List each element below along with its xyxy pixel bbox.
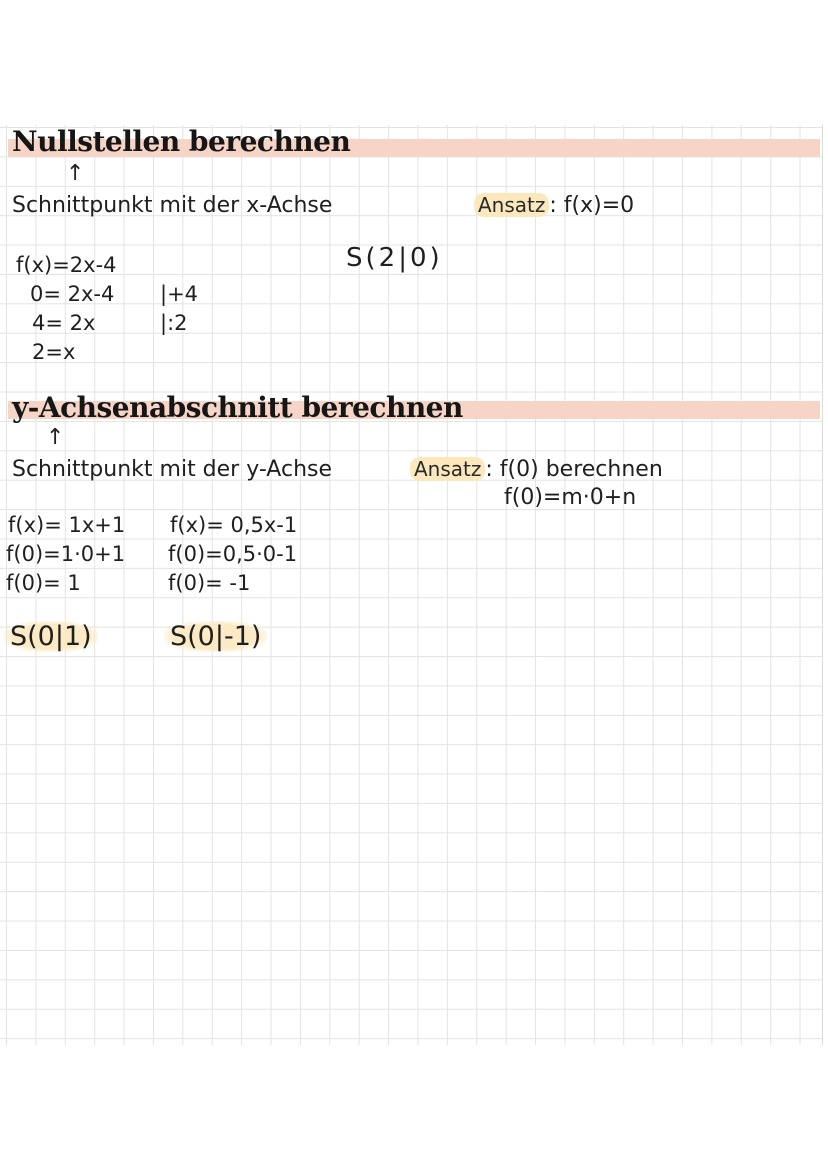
example-b-line-3: f(0)= -1: [168, 571, 251, 595]
step-eq-2: 0= 2x-4: [30, 282, 115, 306]
example-a-line-1: f(x)= 1x+1: [8, 513, 126, 537]
subtitle-x-achse: Schnittpunkt mit der x-Achse: [12, 193, 333, 218]
example-b-line-1: f(x)= 0,5x-1: [170, 513, 298, 537]
step-eq-1: f(x)=2x-4: [16, 253, 117, 277]
example-a-line-2: f(0)=1·0+1: [6, 542, 126, 566]
ansatz-label: Ansatz: [410, 457, 485, 481]
ansatz-label: Ansatz: [474, 193, 549, 217]
result-point-x: S(2|0): [346, 243, 443, 273]
heading-y-achsenabschnitt: y-Achsenabschnitt berechnen: [12, 391, 463, 424]
step-op-3: |:2: [160, 311, 188, 335]
result-point-b: [164, 621, 267, 652]
up-arrow-icon: ↑: [46, 425, 65, 450]
up-arrow-icon: ↑: [66, 161, 85, 186]
ansatz-sep: :: [485, 457, 493, 482]
step-eq-3: 4= 2x: [32, 311, 96, 335]
ansatz-formula: f(0)=m·0+n: [504, 485, 637, 510]
result-point-a-text: S(0|1): [4, 621, 98, 652]
ansatz-sep: :: [549, 193, 557, 218]
result-point-b-text: S(0|-1): [164, 621, 267, 652]
ansatz-value: f(0) berechnen: [499, 457, 663, 482]
ansatz-value: f(x)=0: [563, 193, 635, 218]
step-op-2: |+4: [160, 282, 199, 306]
ansatz-1: [474, 193, 634, 218]
ansatz-2: [410, 457, 663, 482]
example-b-line-2: f(0)=0,5·0-1: [168, 542, 298, 566]
heading-nullstellen: Nullstellen berechnen: [12, 125, 351, 158]
example-a-line-3: f(0)= 1: [6, 571, 81, 595]
step-eq-4: 2=x: [32, 340, 76, 364]
result-point-a: [4, 621, 98, 652]
grid-paper-page: [0, 125, 823, 1045]
subtitle-y-achse: Schnittpunkt mit der y-Achse: [12, 457, 333, 482]
